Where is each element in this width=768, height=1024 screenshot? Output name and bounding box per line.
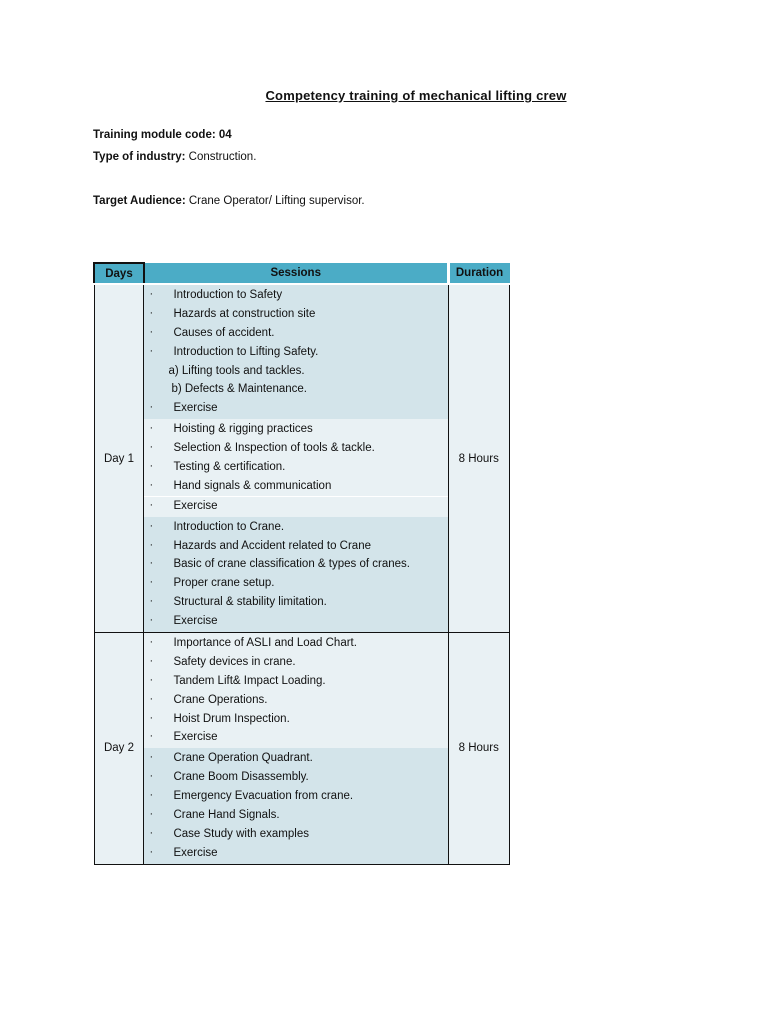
bullet-icon: · — [149, 344, 154, 357]
sessions-cell — [144, 284, 448, 633]
session-item: · Introduction to Lifting Safety. — [144, 343, 447, 362]
bullet-icon: · — [149, 636, 154, 649]
bullet-icon: · — [149, 325, 154, 338]
session-item: · Hoist Drum Inspection. — [144, 710, 447, 729]
session-item: · Exercise — [144, 496, 447, 516]
sessions-cell — [144, 633, 448, 865]
industry-line — [93, 151, 256, 163]
bullet-icon: · — [149, 460, 154, 473]
bullet-icon: · — [149, 654, 154, 667]
session-group — [144, 419, 447, 516]
session-subitem: b) Defects & Maintenance. — [171, 383, 307, 396]
bullet-icon: · — [149, 538, 154, 551]
session-item: · Introduction to Crane. — [144, 518, 447, 537]
session-item: · Selection & Inspection of tools & tackle. — [144, 439, 447, 458]
session-item: · Tandem Lift& Impact Loading. — [144, 672, 447, 691]
session-group — [144, 748, 447, 863]
session-item: · Causes of accident. — [144, 324, 447, 343]
session-item: · Crane Hand Signals. — [144, 806, 447, 825]
duration-cell: 8 Hours — [448, 633, 510, 865]
session-item: · Exercise — [144, 612, 447, 631]
module-code-label: Training module code: 04 — [93, 129, 232, 141]
session-group — [144, 633, 447, 748]
session-item: · Testing & certification. — [144, 458, 447, 477]
audience-value: Crane Operator/ Lifting supervisor. — [185, 195, 365, 207]
session-item: · Structural & stability limitation. — [144, 593, 447, 612]
bullet-icon: · — [149, 498, 154, 511]
session-item: · Importance of ASLI and Load Chart. — [144, 634, 447, 653]
duration-cell: 8 Hours — [448, 284, 510, 633]
training-schedule-table — [93, 262, 510, 865]
header-sessions: Sessions — [144, 263, 448, 284]
bullet-icon: · — [149, 751, 154, 764]
bullet-icon: · — [149, 614, 154, 627]
bullet-icon: · — [149, 673, 154, 686]
bullet-icon: · — [149, 808, 154, 821]
bullet-icon: · — [149, 576, 154, 589]
bullet-icon: · — [149, 730, 154, 743]
document-title: Competency training of mechanical lifting crew — [265, 88, 567, 103]
session-item: · Safety devices in crane. — [144, 653, 447, 672]
session-item: · Proper crane setup. — [144, 574, 447, 593]
session-item: · Crane Operation Quadrant. — [144, 749, 447, 768]
session-item: · Hand signals & communication — [144, 477, 447, 496]
table-row-day1 — [94, 284, 510, 633]
session-item: · Exercise — [144, 844, 447, 863]
audience-label: Target Audience: — [93, 195, 186, 207]
session-item: · Hoisting & rigging practices — [144, 420, 447, 439]
header-duration: Duration — [448, 263, 510, 284]
bullet-icon: · — [149, 770, 154, 783]
bullet-icon: · — [149, 595, 154, 608]
bullet-icon: · — [149, 288, 154, 300]
session-item: · Crane Boom Disassembly. — [144, 768, 447, 787]
header-days: Days — [94, 263, 144, 284]
day-cell: Day 1 — [94, 284, 144, 633]
module-code-line — [93, 129, 232, 141]
session-item: · Hazards and Accident related to Crane — [144, 537, 447, 556]
bullet-icon: · — [149, 826, 154, 839]
bullet-icon: · — [149, 478, 154, 491]
session-item: · Exercise — [144, 399, 447, 418]
bullet-icon: · — [149, 401, 154, 414]
industry-label: Type of industry: — [93, 151, 186, 163]
bullet-icon: · — [149, 519, 154, 532]
bullet-icon: · — [149, 845, 154, 858]
audience-line — [93, 195, 365, 207]
bullet-icon: · — [149, 441, 154, 454]
bullet-icon: · — [149, 422, 154, 435]
table-header-row — [94, 263, 510, 284]
industry-value: Construction. — [185, 151, 257, 163]
session-group — [144, 517, 447, 632]
table-row-day2 — [94, 633, 510, 865]
bullet-icon: · — [149, 692, 154, 705]
session-item: · Basic of crane classification & types of cranes. — [144, 555, 447, 574]
bullet-icon: · — [149, 557, 154, 570]
bullet-icon: · — [149, 711, 154, 724]
session-item: · Case Study with examples — [144, 825, 447, 844]
day-cell: Day 2 — [94, 633, 144, 865]
session-group — [144, 285, 447, 419]
session-item: · Exercise — [144, 728, 447, 747]
session-item: · Hazards at construction site — [144, 305, 447, 324]
session-subitem: a) Lifting tools and tackles. — [168, 364, 305, 377]
bullet-icon: · — [149, 789, 154, 802]
session-item: · Crane Operations. — [144, 691, 447, 710]
session-item: · Emergency Evacuation from crane. — [144, 787, 447, 806]
session-item: · Introduction to Safety — [144, 286, 447, 305]
bullet-icon: · — [149, 306, 154, 319]
